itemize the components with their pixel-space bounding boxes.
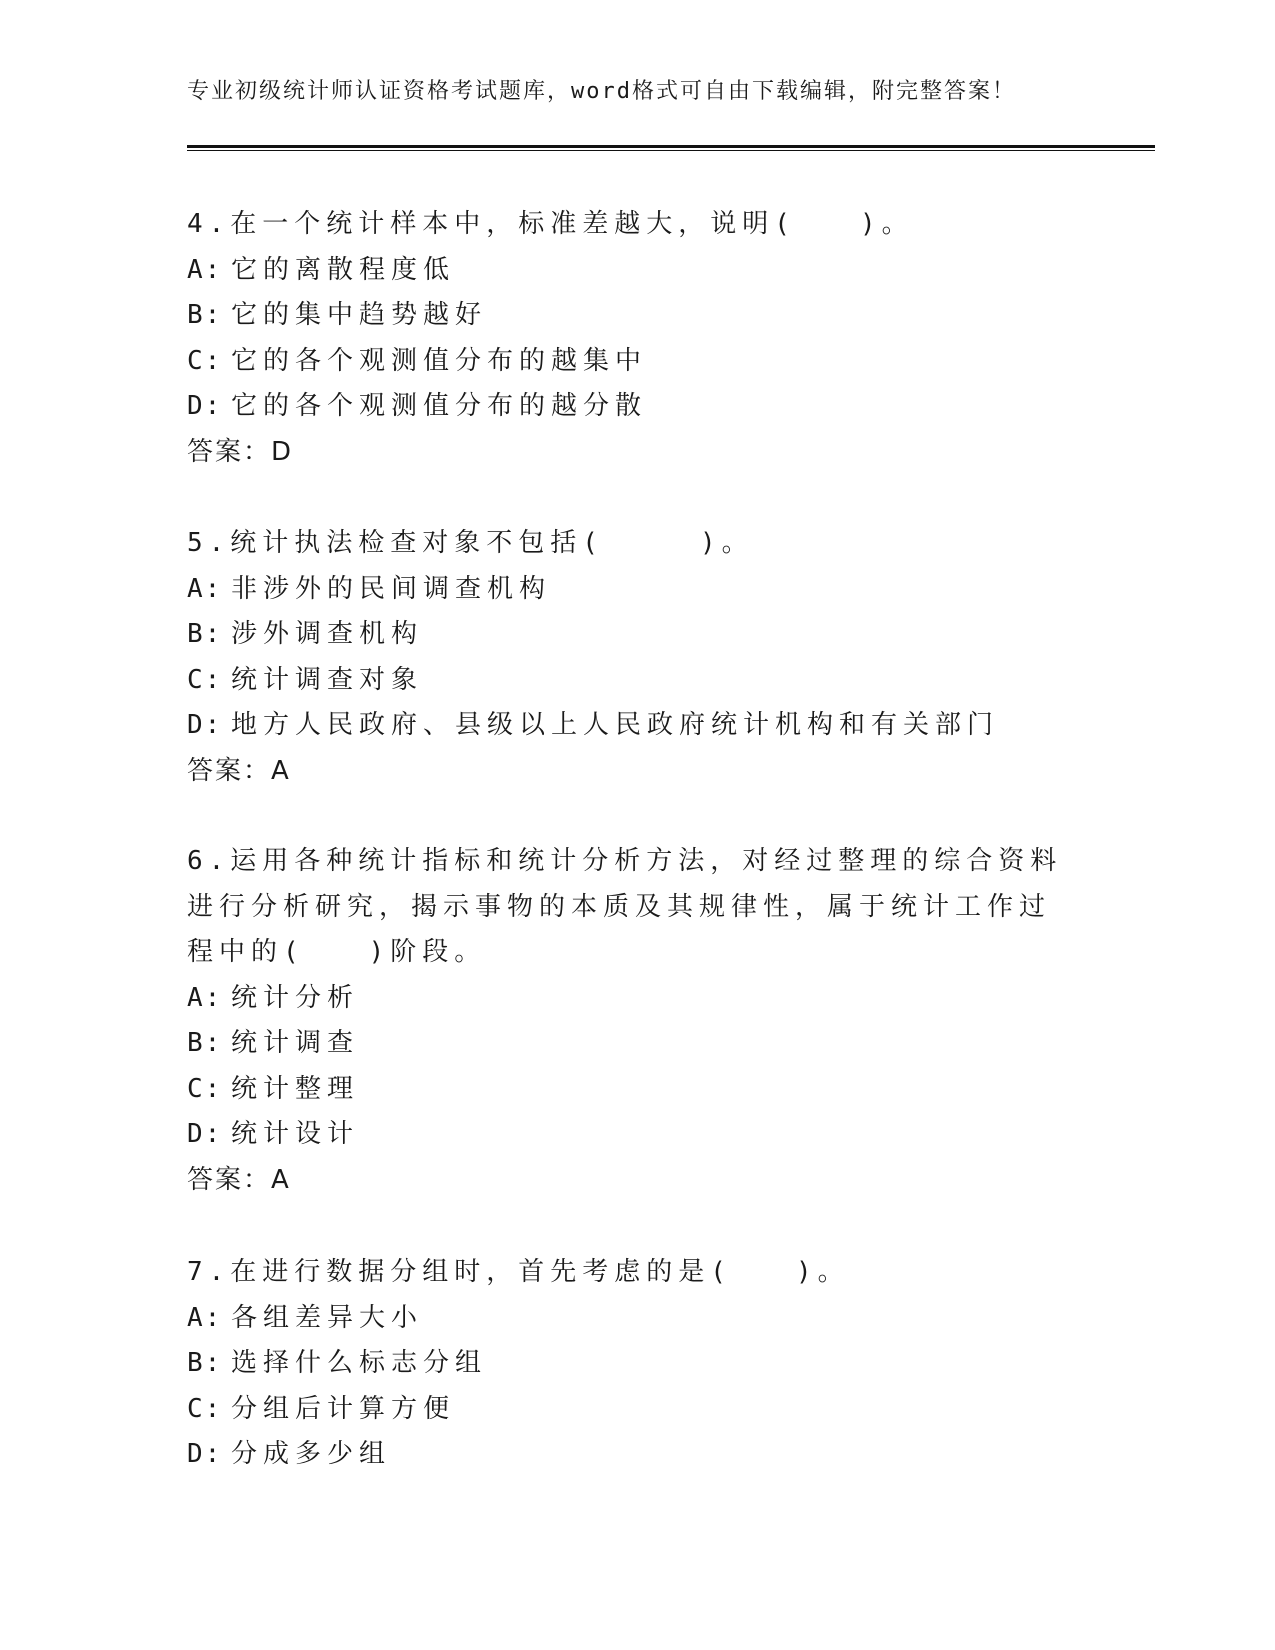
question-5 [187,521,1067,794]
option-letter: A: [187,982,223,1013]
option-text: 统计分析 [231,982,360,1013]
option-text: 地方人民政府、县级以上人民政府统计机构和有关部门 [231,710,1000,740]
option-letter: C: [187,1393,223,1424]
option-letter: B: [187,300,223,330]
option-b [187,1021,1067,1067]
option-c [187,339,1067,385]
option-d [187,1432,1067,1478]
option-a [187,567,1067,613]
option-d [187,1112,1067,1158]
option-letter: D: [187,391,223,421]
option-text: 各组差异大小 [231,1302,424,1333]
option-text: 非涉外的民间调查机构 [231,573,552,604]
option-b [187,1341,1067,1387]
header-rule-thick [187,145,1155,148]
option-text: 分组后计算方便 [231,1393,456,1424]
option-text: 统计设计 [231,1119,360,1149]
option-letter: D: [187,1439,223,1469]
option-text: 选择什么标志分组 [231,1348,488,1378]
option-a [187,248,1067,294]
option-text: 它的离散程度低 [231,254,456,285]
option-c [187,1387,1067,1433]
option-d [187,703,1067,749]
option-letter: B: [187,619,223,649]
header-rule-thin [187,150,1155,151]
option-letter: B: [187,1028,223,1058]
question-stem: 6.运用各种统计指标和统计分析方法，对经过整理的综合资料进行分析研究，揭示事物的本质及其规律性，属于统计工作过程中的( )阶段。 [187,846,1063,967]
document-header: 专业初级统计师认证资格考试题库，word格式可自由下载编辑，附完整答案！ [187,79,1016,104]
option-text: 涉外调查机构 [231,619,424,649]
option-letter: A: [187,254,223,285]
option-a [187,976,1067,1022]
option-text: 分成多少组 [231,1439,392,1469]
option-text: 统计调查 [231,1028,360,1058]
answer: 答案：D [187,436,294,467]
option-letter: D: [187,710,223,740]
option-letter: A: [187,1302,223,1333]
option-letter: B: [187,1348,223,1378]
option-c [187,1067,1067,1113]
question-6 [187,839,1067,1203]
option-b [187,612,1067,658]
option-letter: D: [187,1119,223,1149]
question-7 [187,1250,1067,1478]
option-b [187,293,1067,339]
option-letter: C: [187,664,223,695]
option-a [187,1296,1067,1342]
option-text: 统计调查对象 [231,664,424,695]
option-text: 它的各个观测值分布的越分散 [231,391,648,421]
answer: 答案：A [187,1164,291,1195]
answer: 答案：A [187,755,291,786]
option-text: 统计整理 [231,1073,360,1104]
option-d [187,384,1067,430]
option-c [187,658,1067,704]
question-4 [187,202,1067,475]
option-letter: C: [187,345,223,376]
question-stem: 4.在一个统计样本中，标准差越大，说明( )。 [187,209,914,239]
question-stem: 7.在进行数据分组时，首先考虑的是( )。 [187,1257,850,1287]
option-text: 它的集中趋势越好 [231,300,488,330]
option-letter: A: [187,573,223,604]
option-text: 它的各个观测值分布的越集中 [231,345,648,376]
question-stem: 5.统计执法检查对象不包括( )。 [187,528,754,558]
option-letter: C: [187,1073,223,1104]
